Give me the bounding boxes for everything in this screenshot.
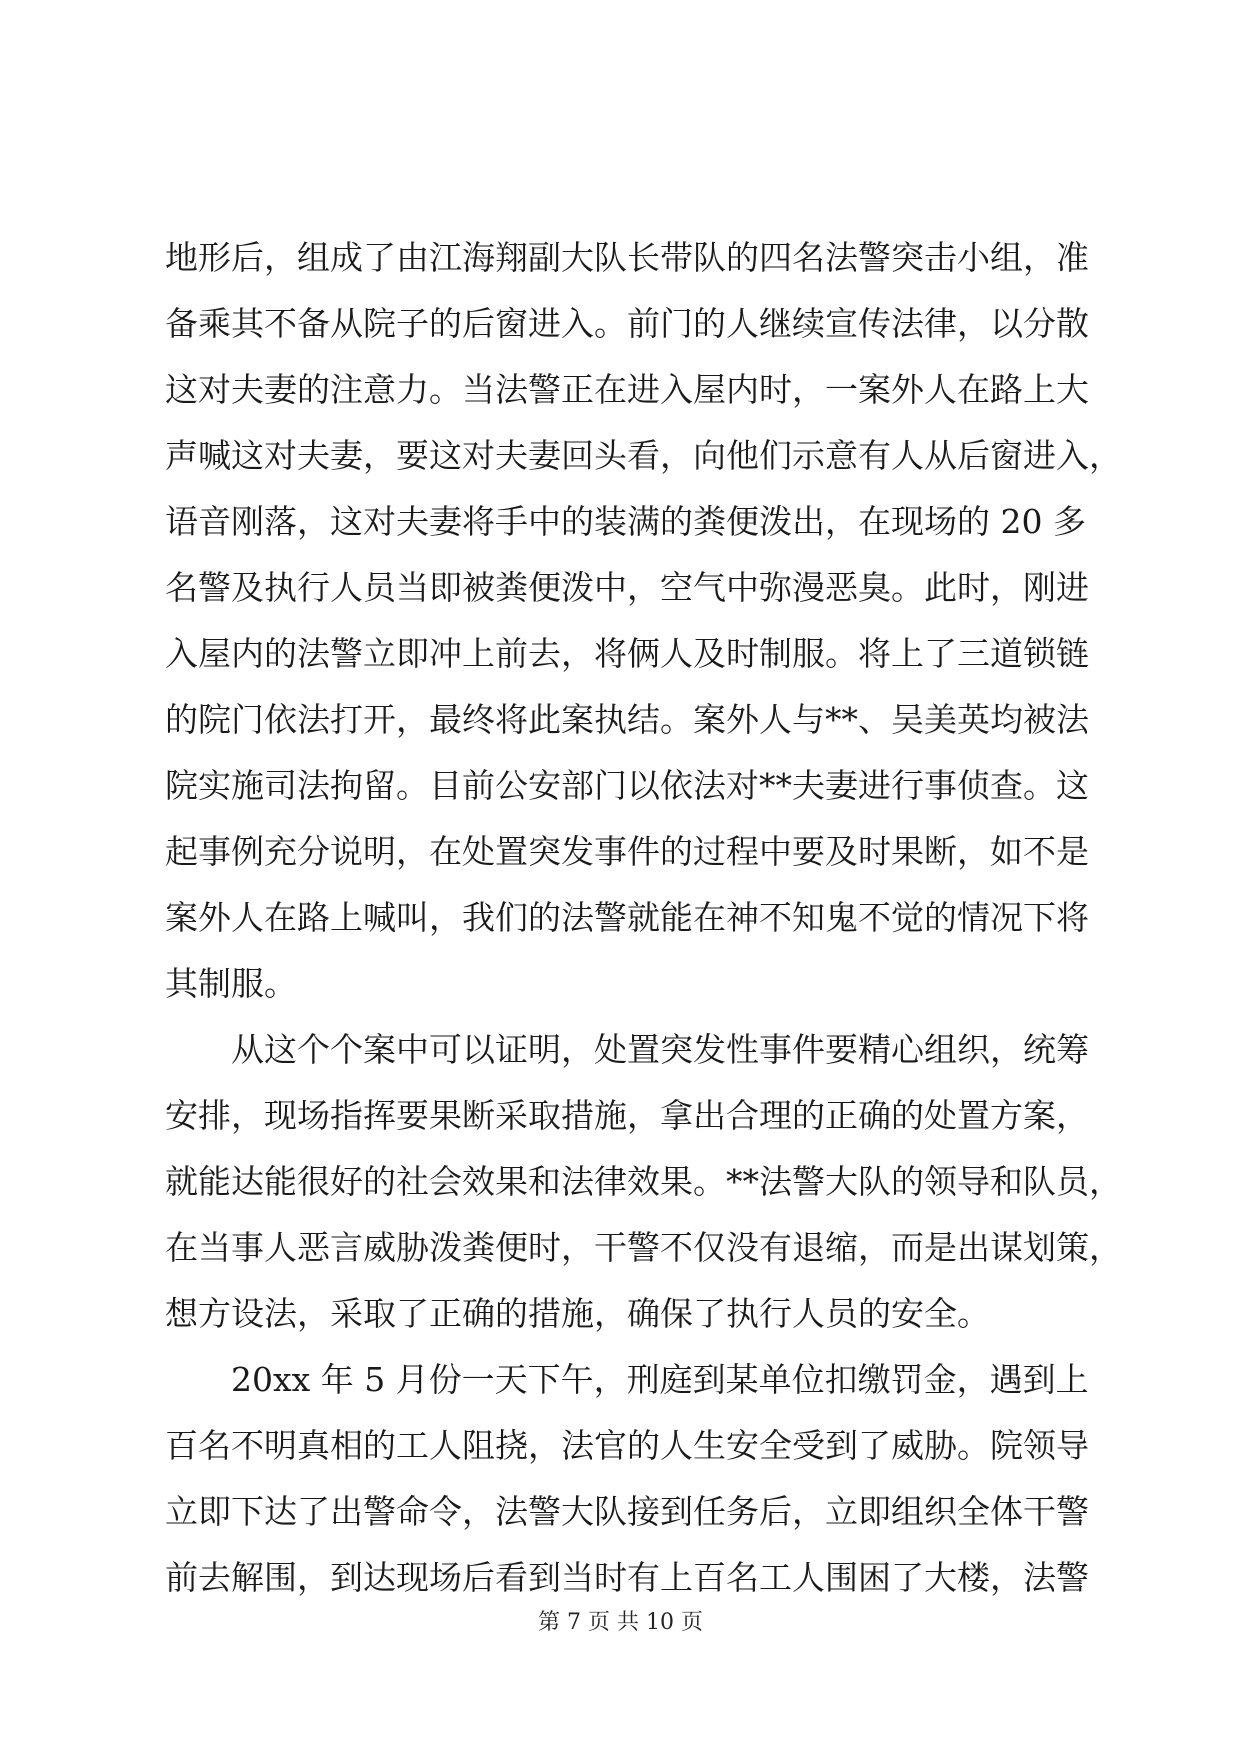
text-line: 安排，现场指挥要果断采取措施，拿出合理的正确的处置方案， [165, 1096, 1089, 1135]
text-line: 声喊这对夫妻，要这对夫妻回头看，向他们示意有人从后窗进入， [165, 436, 1122, 475]
page-number-footer: 第 7 页 共 10 页 [538, 1610, 703, 1635]
text-line: 从这个个案中可以证明，处置突发性事件要精心组织，统筹 [231, 1030, 1089, 1069]
text-line: 备乘其不备从院子的后窗进入。前门的人继续宣传法律，以分散 [165, 304, 1089, 343]
document-body [165, 225, 1122, 1611]
text-line: 就能达能很好的社会效果和法律效果。**法警大队的领导和队员， [165, 1162, 1122, 1201]
text-line: 立即下达了出警命令，法警大队接到任务后，立即组织全体干警 [165, 1492, 1089, 1531]
text-line: 20xx 年 5 月份一天下午，刑庭到某单位扣缴罚金，遇到上 [231, 1360, 1089, 1399]
text-line: 其制服。 [165, 964, 297, 1003]
text-line: 院实施司法拘留。目前公安部门以依法对**夫妻进行事侦查。这 [165, 766, 1089, 805]
paragraph-2 [165, 1017, 1122, 1347]
text-line: 想方设法，采取了正确的措施，确保了执行人员的安全。 [165, 1294, 990, 1333]
text-line: 案外人在路上喊叫，我们的法警就能在神不知鬼不觉的情况下将 [165, 898, 1089, 937]
text-line: 的院门依法打开，最终将此案执结。案外人与**、吴美英均被法 [165, 700, 1089, 739]
text-line: 起事例充分说明，在处置突发事件的过程中要及时果断，如不是 [165, 832, 1089, 871]
text-line: 在当事人恶言威胁泼粪便时，干警不仅没有退缩，而是出谋划策， [165, 1228, 1122, 1267]
text-line: 入屋内的法警立即冲上前去，将俩人及时制服。将上了三道锁链 [165, 634, 1089, 673]
text-line: 这对夫妻的注意力。当法警正在进入屋内时，一案外人在路上大 [165, 370, 1089, 409]
text-line: 地形后，组成了由江海翔副大队长带队的四名法警突击小组，准 [165, 238, 1089, 277]
paragraph-3 [165, 1347, 1089, 1611]
paragraph-1 [165, 225, 1122, 1017]
text-line: 前去解围，到达现场后看到当时有上百名工人围困了大楼，法警 [165, 1558, 1089, 1597]
text-line: 百名不明真相的工人阻挠，法官的人生安全受到了威胁。院领导 [165, 1426, 1089, 1465]
text-line: 语音刚落，这对夫妻将手中的装满的粪便泼出，在现场的 20 多 [165, 502, 1086, 541]
text-line: 名警及执行人员当即被粪便泼中，空气中弥漫恶臭。此时，刚进 [165, 568, 1089, 607]
